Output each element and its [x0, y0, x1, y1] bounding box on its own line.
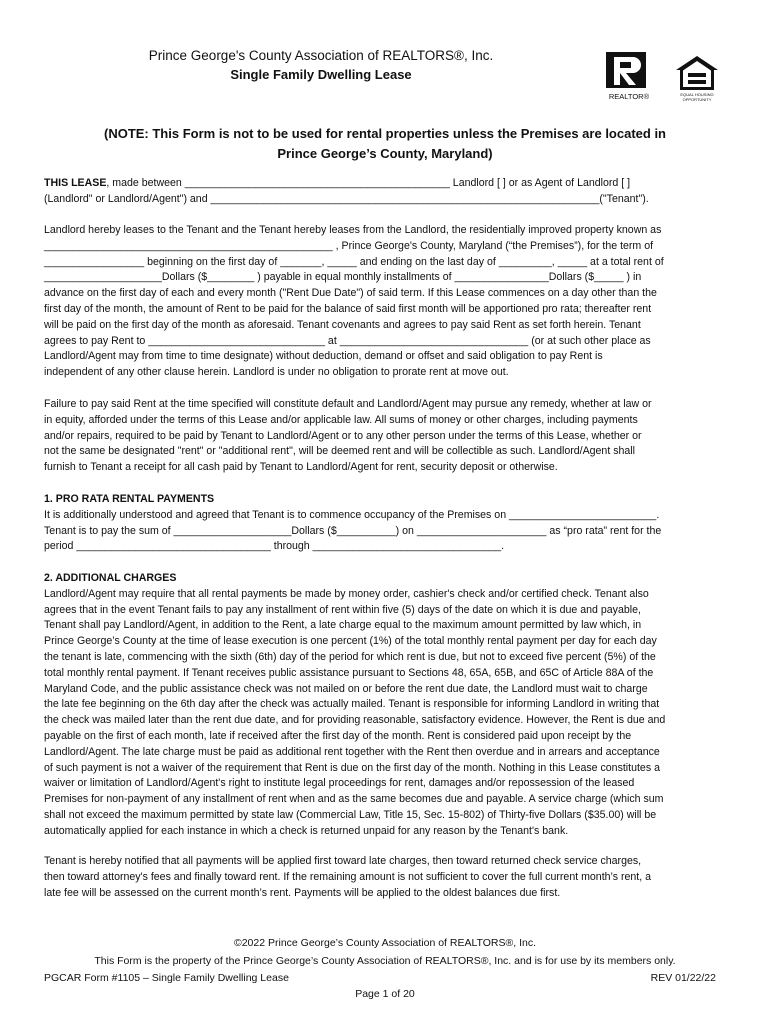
footer-property-notice: This Form is the property of the Prince George’s County Association of REALTORS®, Inc. and is for use by its members only. — [94, 955, 676, 967]
notice-line: late fee will be assessed on the current month’s rent. Payments will be applied to the oldest balances due first. — [44, 886, 561, 899]
rent-line: will be paid on the first day of the month as aforesaid. Tenant covenants and agrees to pay said Rent as set forth herein. Tenant — [44, 318, 641, 331]
default-line: furnish to Tenant a receipt for all cash paid by Tenant to Landlord/Agent for rent, security deposit or otherwise. — [44, 461, 558, 474]
section-2-line: Maryland Code, and the public assistance check was not mailed on or before the rent due date, the Landlord must wait to charge — [44, 682, 648, 695]
rent-line: independent of any other clause herein. Landlord is under no obligation to prorate rent at move out. — [44, 366, 509, 379]
section-2-line: agrees that in the event Tenant fails to pay any installment of rent within five (5) days of the date on which it is due and payable, — [44, 603, 641, 616]
section-2-line: the tenant is late, commencing with the sixth (6th) day of the period for which rent is due, but not to exceed five percent (5%) of the — [44, 650, 656, 663]
default-line: in equity, afforded under the terms of this Lease and/or applicable law. All sums of money or other charges, including payments — [44, 413, 638, 426]
section-1-line: Tenant is to pay the sum of ____________________Dollars ($__________) on ______________________ as “pro rata” rent for the — [44, 524, 662, 537]
rent-line: _________________ beginning on the first day of _______, _____ and ending on the last day of _________, _____ at a total rent of — [44, 255, 664, 268]
rent-line: Landlord hereby leases to the Tenant and the Tenant hereby leases from the Landlord, the residentially improved property known as — [44, 224, 662, 236]
rent-paragraph — [44, 223, 730, 381]
note-line-2: Prince George’s County, Maryland) — [277, 146, 493, 161]
svg-text:EQUAL HOUSING: EQUAL HOUSING — [680, 92, 714, 97]
section-2-line: Tenant shall pay Landlord/Agent, in addition to the Rent, a late charge equal to the maximum amount permitted by law which, in — [44, 619, 642, 632]
footer-form-id: PGCAR Form #1105 – Single Family Dwelling Lease — [44, 972, 289, 984]
rent-line: Landlord/Agent may from time to time designate) without deduction, demand or offset and said obligation to pay Rent is — [44, 350, 603, 363]
default-paragraph — [44, 397, 730, 476]
footer-copyright: ©2022 Prince George’s County Association of REALTORS®, Inc. — [233, 937, 537, 949]
notice-line: then toward attorney's fees and finally toward rent. If the remaining amount is not sufficient to cover the full current month’s rent, a — [44, 870, 651, 883]
section-2-line: automatically applied for each instance in which a check is returned unpaid for any reason by the Tenant's bank. — [44, 824, 569, 837]
equal-housing-logo-icon — [674, 54, 720, 102]
svg-text:OPPORTUNITY: OPPORTUNITY — [682, 97, 712, 102]
realtor-logo-icon — [600, 52, 658, 102]
section-1-line: It is additionally understood and agreed that Tenant is to commence occupancy of the Premises on _________________________. — [44, 508, 660, 521]
section-1-line: period _________________________________ through ________________________________. — [44, 540, 505, 553]
note-line-1: (NOTE: This Form is not to be used for rental properties unless the Premises are located in — [103, 126, 666, 141]
intro-paragraph — [44, 176, 730, 208]
default-line: Failure to pay said Rent at the time specified will constitute default and Landlord/Agent may pursue any remedy, whether at law or — [44, 398, 652, 410]
default-line: and/or repairs, required to be paid by Tenant to Landlord/Agent or to any other person under the terms of this Lease, whether or — [44, 429, 642, 442]
section-2-line: payable on the first of each month, late if received after the first day of the month. Rent is considered paid upon receipt by the — [44, 729, 632, 742]
section-pro-rata — [44, 492, 730, 555]
section-2-line: the check was mailed later than the rent due date, and for providing reasonable, satisfactory evidence. However, the Rent is due and — [44, 714, 666, 727]
footer-revision: REV 01/22/22 — [650, 972, 716, 984]
this-lease-label: THIS LEASE — [44, 177, 107, 189]
usage-note — [30, 124, 740, 164]
section-2-line: Premises for non-payment of any installment of rent when and as the same becomes due and payable. A service charge (which sum — [44, 793, 664, 806]
payment-application-paragraph — [44, 854, 730, 901]
realtor-logo-text: REALTOR® — [608, 92, 650, 101]
section-2-line: Landlord/Agent may require that all rental payments be made by money order, cashier's check and/or certified check. Tenant also — [44, 587, 649, 600]
section-1-title: 1. PRO RATA RENTAL PAYMENTS — [44, 493, 215, 505]
intro-line-1: , made between _____________________________________________ Landlord [ ] or as Agent of Landlord [ ] — [106, 177, 631, 189]
default-line: not the same be designated "rent" or "additional rent", will be deemed rent and will be collectible as such. Landlord/Agent shall — [44, 445, 635, 458]
section-2-line: Landlord/Agent. The late charge must be paid as additional rent together with the Rent then overdue and in arrears and acceptance — [44, 745, 660, 758]
association-name: Prince George's County Association of REALTORS®, Inc. — [148, 48, 494, 63]
section-2-line: shall not exceed the maximum permitted by state law (Commercial Law, Title 15, Sec. 15-802) of Thirty-five Dollars ($35.00) will be — [44, 808, 657, 821]
section-additional-charges — [44, 571, 730, 840]
section-2-line: waiver or limitation of Landlord/Agent's right to institute legal proceedings for rent, damages and/or repossession of the leased — [44, 777, 635, 790]
form-title: Single Family Dwelling Lease — [230, 67, 412, 82]
section-2-line: the late fee beginning on the 6th day after the check was actually mailed. Tenant is responsible for informing Landlord in writing that — [44, 698, 660, 711]
section-2-title: 2. ADDITIONAL CHARGES — [44, 572, 177, 584]
rent-line: first day of the month, the amount of Rent to be paid for the balance of said first month will be apportioned pro rata; thereafter rent — [44, 302, 652, 315]
rent-line: agrees to pay Rent to ______________________________ at ________________________________ (or at such other place as — [44, 334, 651, 347]
section-2-line: total monthly rental payment. If Tenant receives public assistance pursuant to Sections 48, 65A, 65B, and 65C of Article 88A of the — [44, 666, 654, 679]
intro-line-2: (Landlord" or Landlord/Agent") and __________________________________________________________________("Tenant"). — [44, 192, 649, 205]
rent-line: ____________________Dollars ($________ ) payable in equal monthly installments of ________________Dollars ($_____ ) in — [44, 271, 642, 284]
section-2-line: of such payment is not a waiver of the requirement that Rent is due on the first day of the month. Nothing in this Lease constitutes a — [44, 761, 660, 774]
rent-line: _________________________________________________ , Prince George's County, Maryland (“the Premises”), for the term of — [44, 239, 654, 252]
rent-line: advance on the first day of each and every month ("Rent Due Date") of said term. If this Lease commences on a day other than the — [44, 287, 657, 300]
footer-page-number: Page 1 of 20 — [355, 988, 415, 1000]
notice-line: Tenant is hereby notified that all payments will be applied first toward late charges, then toward returned check service charges, — [44, 855, 642, 867]
section-2-line: Prince George’s County at the time of lease execution is one percent (1%) of the total monthly rental payment per day for each day — [44, 635, 657, 648]
